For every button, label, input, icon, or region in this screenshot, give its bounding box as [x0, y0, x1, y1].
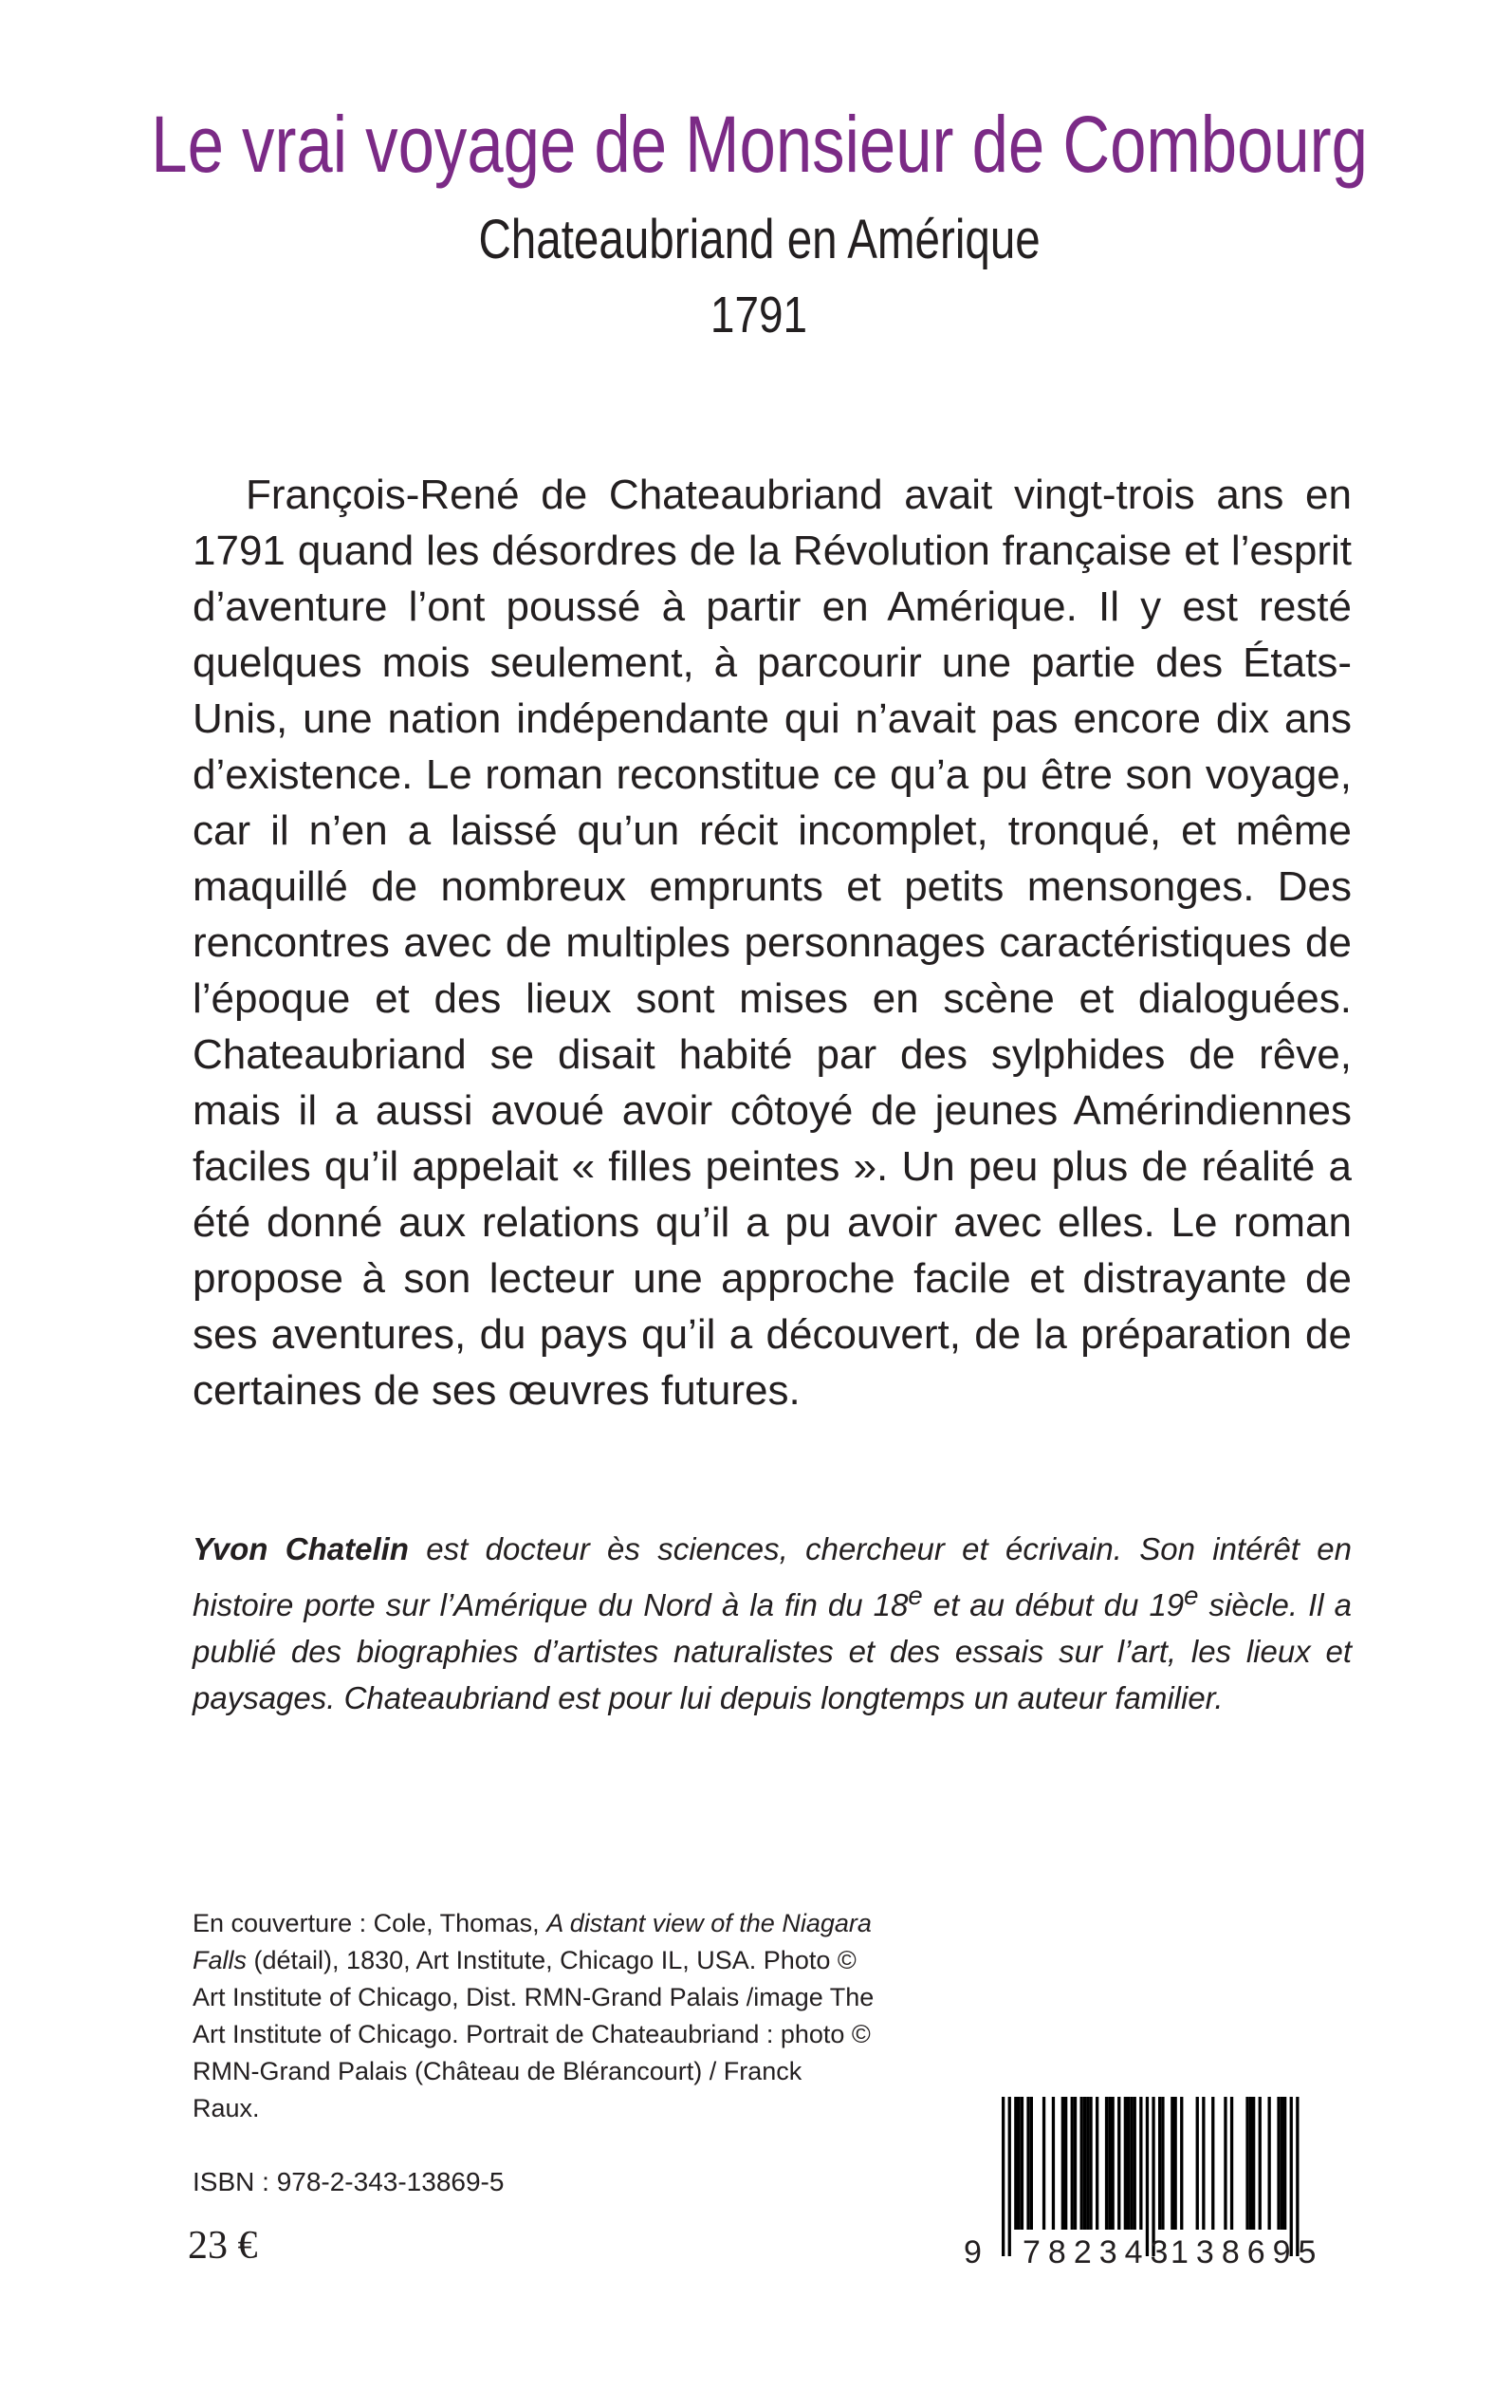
barcode-bar [1174, 2097, 1177, 2230]
barcode-bar [1283, 2097, 1286, 2230]
barcode-bar [1117, 2097, 1120, 2230]
barcode-bar [1180, 2097, 1183, 2230]
barcode-bar [1211, 2097, 1214, 2230]
barcode-bar [1002, 2097, 1005, 2256]
credits-suffix: (détail), 1830, Art Institute, Chicago IL, USA. Photo © Art Institute of Chicago, Dist. RMN-Grand Palais /image The Art Institute of Chicago. Portrait de Chateaubriand : photo © RMN-Grand Palais (Château de Blérancourt) / Franck Raux. [193, 1946, 875, 2122]
author-bio [193, 1526, 1352, 1721]
bio-text-2: et au début du 19 [922, 1587, 1185, 1622]
barcode-bar [1021, 2097, 1023, 2230]
book-subtitle: Chateaubriand en Amérique [478, 209, 1041, 270]
book-year: 1791 [710, 287, 808, 343]
bio-sup-1: e [908, 1581, 923, 1610]
barcode-bar [1196, 2097, 1199, 2230]
barcode-bar [1112, 2097, 1115, 2230]
barcode-icon [964, 2097, 1330, 2268]
barcode-bar [1268, 2097, 1271, 2230]
barcode-bar [1281, 2097, 1283, 2230]
barcode-bar [1146, 2097, 1149, 2256]
barcode-bar [1202, 2097, 1205, 2230]
barcode-bar [1071, 2097, 1074, 2230]
barcode-bar [1277, 2097, 1280, 2230]
barcode-bar [1108, 2097, 1111, 2230]
bio-text-1: est docteur ès sciences, chercheur et écrivain. Son intérêt en histoire porte sur l’Amérique du Nord à la fin du 18 [193, 1531, 1352, 1622]
barcode-bar [1134, 2097, 1136, 2230]
barcode-bar [1008, 2097, 1011, 2256]
bio-sup-2: e [1184, 1581, 1199, 1610]
barcode-bar [1061, 2097, 1064, 2230]
barcode-bar [1230, 2097, 1233, 2230]
barcode-bar [1086, 2097, 1089, 2230]
barcode-bar [1139, 2097, 1142, 2230]
barcode-bar [1245, 2097, 1248, 2230]
barcode-right-digits: 138695 [1171, 2234, 1324, 2268]
barcode-bar [1096, 2097, 1098, 2230]
barcode-bar [1152, 2097, 1154, 2256]
barcode-bar [1014, 2097, 1017, 2230]
book-title: Le vrai voyage de Monsieur de Combourg [151, 100, 1368, 189]
barcode-bar [1127, 2097, 1130, 2230]
barcode-bar [1030, 2097, 1033, 2230]
barcode-bar [1124, 2097, 1127, 2230]
barcode-bar [1042, 2097, 1045, 2230]
barcode-bar [1083, 2097, 1086, 2230]
barcode-bar [1026, 2097, 1029, 2230]
barcode-bar [1130, 2097, 1133, 2230]
barcode-bar [1249, 2097, 1252, 2230]
barcode-first-digit: 9 [964, 2234, 982, 2268]
author-name: Yvon Chatelin [193, 1531, 409, 1566]
barcode-bar [1052, 2097, 1055, 2230]
barcode-bar [1074, 2097, 1077, 2230]
barcode-bar [1252, 2097, 1255, 2230]
barcode-bar [1018, 2097, 1021, 2230]
credits-prefix: En couverture : Cole, Thomas, [193, 1909, 547, 1937]
bio-text-3: siècle. Il a publié des biographies d’artistes naturalistes et des essais sur l’art, les lieux et paysages. Chateaubriand est pour lui depuis longtemps un auteur familier. [193, 1587, 1352, 1715]
barcode-bar [1158, 2097, 1161, 2230]
barcode-bar [1171, 2097, 1173, 2230]
isbn-label: ISBN : 978-2-343-13869-5 [193, 2167, 505, 2196]
price-label: 23 € [188, 2224, 258, 2268]
barcode-bar [1224, 2097, 1226, 2230]
barcode-bar [1089, 2097, 1092, 2230]
summary-paragraph: François-René de Chateaubriand avait vingt-trois ans en 1791 quand les désordres de la Révolution française et l’esprit d’aventure l’ont poussé à partir en Amérique. Il y est resté quelques mois seulement, à parcourir une partie des États-Unis, une nation indépendante qui n’avait pas encore dix ans d’existence. Le roman reconstitue ce qu’a pu être son voyage, car il n’en a laissé qu’un récit incomplet, tronqué, et même maquillé de nombreux emprunts et petits mensonges. Des rencontres avec de multiples personnages caractéristiques de l’époque et des lieux sont mises en scène et dialoguées. Chateaubriand se disait habité par des sylphides de rêve, mais il a aussi avoué avoir côtoyé de jeunes Amérindiennes faciles qu’il appelait « filles peintes ». Un peu plus de réalité a été donné aux relations qu’il a pu avoir avec elles. Le roman propose à son lecteur une approche facile et distrayante de ses aventures, du pays qu’il a découvert, de la préparation de certaines de ses œuvres futures. [193, 472, 1352, 1414]
barcode-bar [1259, 2097, 1262, 2230]
barcode-bar [1290, 2097, 1293, 2256]
credits-artwork: A distant view of the Niagara Falls [193, 1909, 872, 1974]
barcode-bar [1105, 2097, 1108, 2230]
barcode-bar [1064, 2097, 1067, 2230]
barcode-left-digits: 782343 [1023, 2234, 1176, 2268]
barcode-bar [1080, 2097, 1083, 2230]
barcode-bar [1161, 2097, 1164, 2230]
barcode-bar [1296, 2097, 1299, 2256]
cover-credits [193, 1905, 876, 2127]
